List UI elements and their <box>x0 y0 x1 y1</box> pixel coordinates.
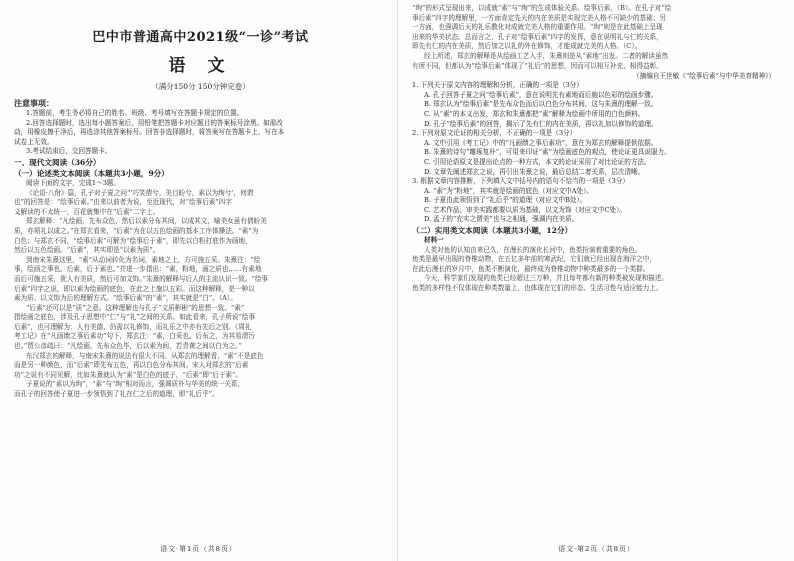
passage-line: 有所不同，但都认为“绘事后素”体现了“礼后”的思想，因而可以相互补充、相得益彰。 <box>412 61 663 70</box>
notice-line: 动，用橡皮擦干净后，再选涂其他答案标号。回答非选择题时，将答案写在答题卡上，写在本 <box>14 128 285 137</box>
passage-line: 《论语·八佾》篇，孔子对子夏之问“‘巧笑倩兮，美目盼兮，素以为绚兮’，何谓 <box>26 188 254 197</box>
exam-page-2 <box>397 0 794 561</box>
passage-line: 事，绘画之事也。后素，后于素也。”并进一步指出：“素，粉地，画之质也……有素地 <box>14 265 262 274</box>
passage-line: 功”之说有不同见解，比如朱熹就认为“素”是白色的底子，“后素”即“后于素”。 <box>14 370 243 379</box>
question-2-option: B. 朱熹的诗句“雕琢复朴”，可用来印证“素”为绘画底色的观点，使论证更具说服力。 <box>424 148 671 157</box>
page-footer: 语文·第1页（共8页） <box>160 545 237 553</box>
passage-line: 东汉郑玄的解释，与南宋朱熹的说法有很大不同。从郑玄的理解看，“素”不是底色 <box>26 351 264 360</box>
notice-line: 1.答题前，考生务必将自己的姓名、班级、考号填写在答题卡规定的位置。 <box>26 109 244 117</box>
passage-line: 然后以五色绘画。“后素”，其实即是“以素为质”。 <box>14 246 160 255</box>
passage-line: 到南宋朱熹这里，“素”从动词转化为名词，素地之上，方可施五采。朱熹注：“绘 <box>26 255 261 264</box>
question-1-option: C. 从“素”的本义出发，郑玄和朱熹都把“素”解释为绘画中所用的白色颜料。 <box>424 109 645 118</box>
notice-line: 2.回答选择题时，选出每小题答案后，用铅笔把答题卡对应题目的答案标号涂黑。如需改 <box>26 118 283 127</box>
passage-line: 后素”四字之说，即以素为绘画的底色，在此之上施以五彩。而这种解释，是一种以 <box>14 284 255 293</box>
passage-line: 义解读的不太统一，百花就集中在“后素”二字上。 <box>14 207 160 216</box>
question-1-option: A. 孔子回答子夏之问“绘事后素”，意在说明先有素地而后施以色彩的绘画步骤。 <box>424 90 658 99</box>
material-line: 鱼类的多样性不仅体现在种类数量上，也体现在它们的形态、生活习性与适应能力上。 <box>412 284 663 293</box>
page-1-column <box>14 4 387 400</box>
instruction-line: 阅读下面的文字，完成1～3题。 <box>26 178 121 187</box>
source-attribution: （摘编自王世敏《“绘事后素”与中华美育精神》） <box>633 72 775 81</box>
question-2: 2. 下列对原文论证的相关分析，不正确的一项是（3分） <box>412 129 577 138</box>
question-2-option: A. 文中引用《考工记》中的“凡画缋之事后素功”，意在为郑玄的解释提供依据。 <box>424 138 658 147</box>
passage-line: 而孔子的回答使子夏进一步领悟到了礼在仁之后的道理，即“礼后乎”。 <box>14 390 219 399</box>
passage-line: 质，亦须礼以成之。”在郑玄看来，“后素”为在以五色绘画的基本工序体操法。“素”为 <box>14 226 259 235</box>
passage-line: 一方面，也强调后天的礼乐教化对成就完美人格的重要作用。“绚”则是在此基础上呈现 <box>412 23 663 32</box>
question-1-option: D. 孔子“绘事后素”的回答，揭示了先有仁的内在美质，再以礼加以修饰的道理。 <box>424 119 658 128</box>
passage-line: 素为质、以文饰为后的理解方式。“绘事后素”的“素”，其实就是“白”。（A）。 <box>14 294 237 303</box>
page-footer: 语文·第2页（共8页） <box>558 545 635 553</box>
passage-line: 也”的回答是：“绘事后素。”由来以前者为说，至近现代，对“绘事后素”四字 <box>14 198 232 207</box>
notice-heading: 注意事项： <box>14 98 54 108</box>
passage-line: 指绘画之底色，涉及孔子思想中“仁”与“礼”之间的关系。如此看来，孔子所说“绘事 <box>14 313 256 322</box>
material-line: 人类对鱼的认知由来已久，在漫长的演化长河中，鱼类扮演着重要的角色。 <box>424 245 642 254</box>
notice-line: 3.考试结束后，交回答题卡。 <box>26 147 112 156</box>
question-2-option: D. 文章先阐述郑玄之说，再引出朱熹之说，最后总结二者关系，层次清晰。 <box>424 167 645 176</box>
section-heading: 一、现代文阅读（36分） <box>14 157 101 167</box>
question-3: 3. 根据文章内容推断，下列填入文中括号内的语句不恰当的一项是（3分） <box>412 177 629 186</box>
passage-line: 经上所述，郑玄的解释是从绘画工艺入手，朱熹则是从“素地”出发。二者的解读虽然 <box>424 51 669 60</box>
exam-title: 巴中市普通高中2021级“一诊”考试 <box>92 30 309 45</box>
passage-line: 郑玄解释：“凡绘画，先布众色，然后以素分布其间，以成其文，喻美女虽有倩盼美 <box>26 217 267 226</box>
passage-line: 而是另一种颜色，而“后素”即先布五色，再以白色分布其间。宋人对郑玄的“后素 <box>14 361 249 370</box>
passage-line: 而后可施五采，犹人有美质，然后可加文饰。”朱熹的解释与后人的主流认识一致。“绘事 <box>14 274 269 283</box>
subsection-heading: （一）论述类文本阅读（本题共3小题，9分） <box>14 168 169 178</box>
passage-line: 后素”，也可理解为：人有美德，仍需以礼修饰，而礼乐之中亦有先后之别。《周礼 <box>14 322 252 331</box>
question-2-option: C. 引用论语原文是提出论点的一种方式，本文的论证采用了对比论证的方法。 <box>424 157 651 166</box>
question-1: 1. 下列关于原文内容的理解和分析，正确的一项是（3分） <box>412 81 583 90</box>
question-3-option: C. 艺术作品、审美实践都要以质为基础，以文为饰（对应文中C处）。 <box>424 205 626 214</box>
material-line: 今天，科学家们发现的鱼类已经超过三万种，并且每年都有新的种类被发现和描述。 <box>424 274 668 283</box>
question-3-option: D. 孟子的“充实之谓美”也与之相通，强调内在美质。 <box>424 215 579 224</box>
material-line: 在此后漫长的岁月中，鱼类不断演化，最终成为脊椎动物中种类最多的一个类群。 <box>412 264 650 273</box>
passage-line: 考工记》在“凡画缋之事后素功”句下，郑玄注：“素，白采也。后布之，为其易渍污 <box>14 332 255 341</box>
notice-line: 试卷上无效。 <box>14 137 54 146</box>
page-2-column <box>412 4 785 294</box>
question-3-option: B. 子夏由此领悟到了“礼后乎”的道理（对应文中B处）。 <box>424 196 587 205</box>
material-label: 材料一 <box>424 236 444 245</box>
passage-line: 即先有仁的内在美质，然后加之以礼的外在修饰，才能成就完美的人格。（C）。 <box>412 42 642 51</box>
passage-line: 也。”贾公彦疏曰：“凡绘画，先布众色毕，后以素为间，若青黄之间以白为之。” <box>14 342 242 351</box>
passage-line: “后素”还可以是“质”之意。这种理解也与孔子“文质彬彬”的思想一致。“素” <box>26 303 245 312</box>
passage-line: 子夏说的“素以为绚”，“素”与“绚”相对而言，强调质朴与华美的统一关系， <box>26 380 245 389</box>
passage-line: 出来的华美状态。总而言之，孔子对“绘事后素”四字的发挥，意在说明礼与仁的关系， <box>412 32 663 41</box>
question-1-option: B. 郑玄认为“绘事后素”是先布众色而后以白色分布其间，这与朱熹的理解一致。 <box>424 100 658 109</box>
material-line: 鱼类是最早出现的脊椎动物，在五亿多年前的寒武纪，它们就已经出现在海洋之中， <box>412 255 656 264</box>
subject-title: 语 文 <box>168 56 233 76</box>
passage-line: 事后素”四字的理解里，一方面肯定先天的内在美质是实现完美人格不可缺少的基础；另 <box>412 13 666 22</box>
exam-meta: （满分150分 150分钟完卷） <box>151 82 250 91</box>
passage-line: “绚”的形式呈现出来，以成就“素”与“绚”的生成体验关系。绘事后素，（B）。在孔子对“绘 <box>412 4 672 12</box>
question-3-option: A. “素”为“粉地”，其实就是绘画的底色（对应文中A处）。 <box>424 186 593 195</box>
passage-line: 白色；与郑玄不同，“绘事后素”可解为“绘事后于素”，即先以白粉打底作为画地， <box>14 236 252 245</box>
section-heading: （二）实用类文本阅读（本题共3小题，12分） <box>412 226 573 236</box>
